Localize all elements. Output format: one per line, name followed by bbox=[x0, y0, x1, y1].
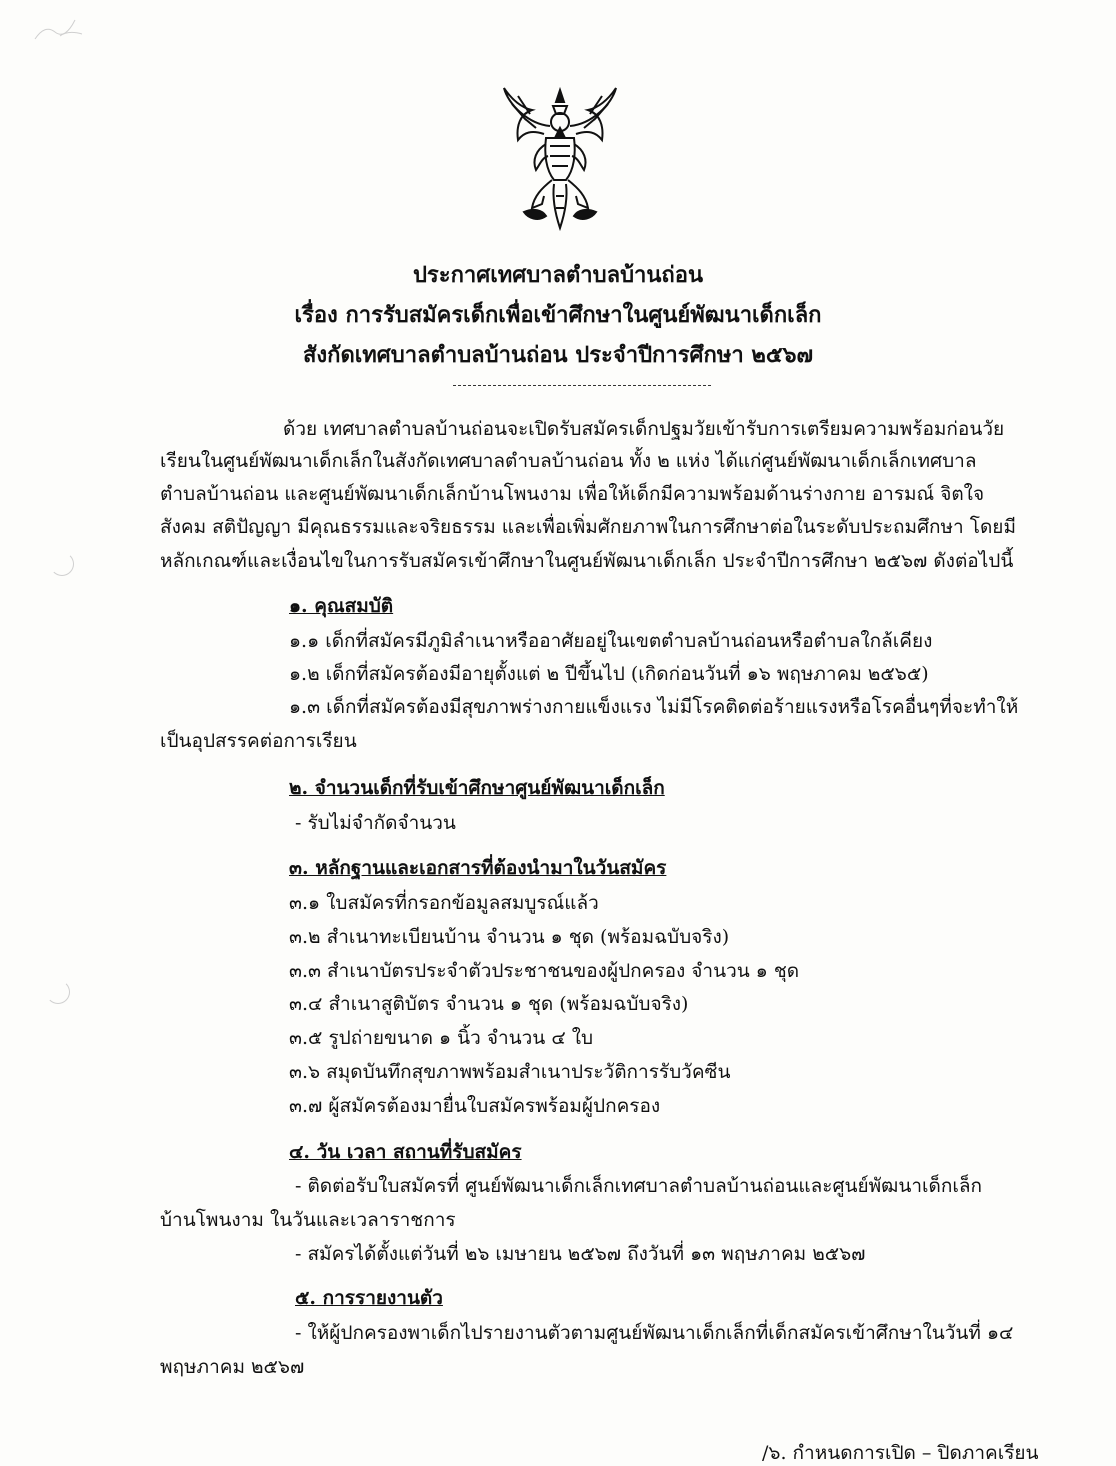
section-3-item: ๓.๑ ใบสมัครที่กรอกข้อมูลสมบูรณ์แล้ว bbox=[289, 892, 599, 914]
section-1-continuation: เป็นอุปสรรคต่อการเรียน bbox=[160, 730, 357, 752]
title-divider bbox=[453, 385, 711, 386]
punch-hole-top bbox=[50, 552, 74, 576]
section-4-line: - สมัครได้ตั้งแต่วันที่ ๒๖ เมษายน ๒๕๖๗ ถึงวันที่ ๑๓ พฤษภาคม ๒๕๖๗ bbox=[295, 1243, 866, 1265]
doc-subject: เรื่อง การรับสมัครเด็กเพื่อเข้าศึกษาในศูนย์พัฒนาเด็กเล็ก bbox=[294, 302, 822, 328]
section-3-item: ๓.๒ สำเนาทะเบียนบ้าน จำนวน ๑ ชุด (พร้อมฉบับจริง) bbox=[289, 926, 730, 948]
section-3-item: ๓.๕ รูปถ่ายขนาด ๑ นิ้ว จำนวน ๔ ใบ bbox=[289, 1027, 594, 1049]
section-1-item: ๑.๑ เด็กที่สมัครมีภูมิลำเนาหรืออาศัยอยู่ในเขตตำบลบ้านถ่อนหรือตำบลใกล้เคียง bbox=[289, 630, 933, 652]
section-4-line: บ้านโพนงาม ในวันและเวลาราชการ bbox=[160, 1209, 456, 1231]
section-5-line: พฤษภาคม ๒๕๖๗ bbox=[160, 1356, 305, 1378]
section-2-item: - รับไม่จำกัดจำนวน bbox=[295, 812, 456, 834]
intro-line: สังคม สติปัญญา มีคุณธรรมและจริยธรรม และเพื่อเพิ่มศักยภาพในการศึกษาต่อในระดับประถมศึกษา โดยมี bbox=[160, 516, 1016, 538]
section-1-heading: ๑. คุณสมบัติ bbox=[289, 595, 394, 617]
section-4-line: - ติดต่อรับใบสมัครที่ ศูนย์พัฒนาเด็กเล็กเทศบาลตำบลบ้านถ่อนและศูนย์พัฒนาเด็กเล็ก bbox=[295, 1175, 982, 1197]
section-3-item: ๓.๔ สำเนาสูติบัตร จำนวน ๑ ชุด (พร้อมฉบับจริง) bbox=[289, 993, 689, 1015]
next-page-note: /๖. กำหนดการเปิด – ปิดภาคเรียน bbox=[762, 1442, 1039, 1464]
intro-line: หลักเกณฑ์และเงื่อนไขในการรับสมัครเข้าศึกษาในศูนย์พัฒนาเด็กเล็ก ประจำปีการศึกษา ๒๕๖๗ ดังต่อไปนี้ bbox=[160, 550, 1014, 572]
section-3-heading: ๓. หลักฐานและเอกสารที่ต้องนำมาในวันสมัคร bbox=[289, 857, 667, 879]
intro-line: ด้วย เทศบาลตำบลบ้านถ่อนจะเปิดรับสมัครเด็กปฐมวัยเข้ารับการเตรียมความพร้อมก่อนวัย bbox=[283, 418, 1005, 440]
section-1-item: ๑.๓ เด็กที่สมัครต้องมีสุขภาพร่างกายแข็งแรง ไม่มีโรคติดต่อร้ายแรงหรือโรคอื่นๆที่จะทำให้ bbox=[289, 696, 1019, 718]
section-3-item: ๓.๓ สำเนาบัตรประจำตัวประชาชนของผู้ปกครอง จำนวน ๑ ชุด bbox=[289, 960, 800, 982]
intro-line: ตำบลบ้านถ่อน และศูนย์พัฒนาเด็กเล็กบ้านโพนงาม เพื่อให้เด็กมีความพร้อมด้านร่างกาย อารมณ์ จิตใจ bbox=[160, 483, 985, 505]
section-5-heading: ๕. การรายงานตัว bbox=[295, 1287, 443, 1309]
garuda-emblem-icon bbox=[498, 84, 622, 234]
scribble-mark bbox=[30, 14, 90, 44]
punch-hole-bottom bbox=[46, 980, 70, 1004]
doc-title: ประกาศเทศบาลตำบลบ้านถ่อน bbox=[412, 262, 704, 288]
section-4-heading: ๔. วัน เวลา สถานที่รับสมัคร bbox=[289, 1141, 522, 1163]
section-5-line: - ให้ผู้ปกครองพาเด็กไปรายงานตัวตามศูนย์พัฒนาเด็กเล็กที่เด็กสมัครเข้าศึกษาในวันที่ ๑๔ bbox=[295, 1322, 1014, 1344]
section-2-heading: ๒. จำนวนเด็กที่รับเข้าศึกษาศูนย์พัฒนาเด็กเล็ก bbox=[289, 777, 665, 799]
intro-line: เรียนในศูนย์พัฒนาเด็กเล็กในสังกัดเทศบาลตำบลบ้านถ่อน ทั้ง ๒ แห่ง ได้แก่ศูนย์พัฒนาเด็กเล็กเทศบาล bbox=[160, 450, 977, 472]
section-3-item: ๓.๗ ผู้สมัครต้องมายื่นใบสมัครพร้อมผู้ปกครอง bbox=[289, 1095, 661, 1117]
doc-affiliation: สังกัดเทศบาลตำบลบ้านถ่อน ประจำปีการศึกษา ๒๕๖๗ bbox=[303, 342, 813, 368]
section-1-item: ๑.๒ เด็กที่สมัครต้องมีอายุตั้งแต่ ๒ ปีขึ้นไป (เกิดก่อนวันที่ ๑๖ พฤษภาคม ๒๕๖๕) bbox=[289, 663, 929, 685]
section-3-item: ๓.๖ สมุดบันทึกสุขภาพพร้อมสำเนาประวัติการรับวัคซีน bbox=[289, 1061, 731, 1083]
